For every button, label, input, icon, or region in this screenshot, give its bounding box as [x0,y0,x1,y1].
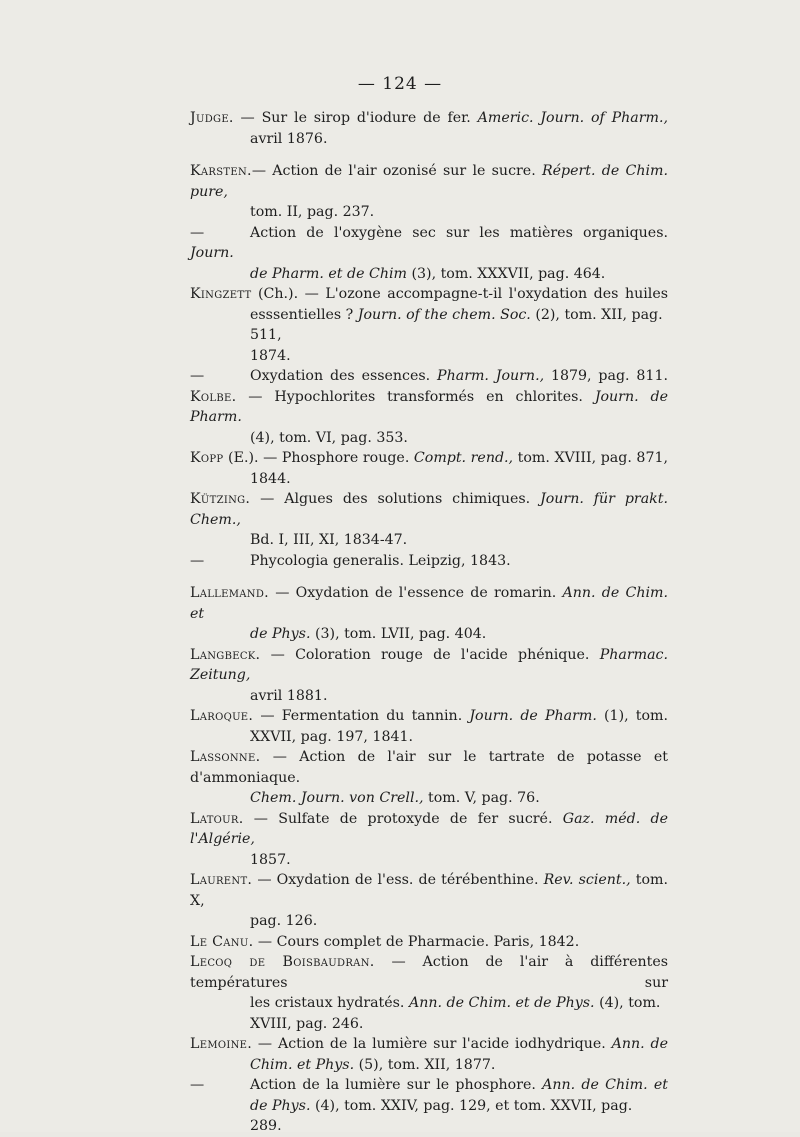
source-journal-cont: de Pharm. et de Chim [250,265,407,282]
entry-title: — Hypochlorites transformés en chlorites. [236,388,595,405]
source-journal: Répert. de Chim. pure, [190,163,668,200]
source-details-cont: XVIII, pag. 246. [250,1015,364,1032]
source-details-cont: avril 1881. [250,687,328,704]
source-journal-cont: de Phys. [250,1097,311,1114]
source-details-cont: (4), tom. XXIV, pag. 129, et tom. XXVII, pag. 289. [250,1097,633,1134]
bibliography-entry [190,108,668,149]
entry-title: — Coloration rouge de l'acide phénique. [260,646,600,663]
author-name: Laroque. [190,708,254,724]
bibliography-entry [190,932,668,953]
spacer [190,571,668,583]
author-name: Judge. [190,110,234,126]
repeat-author-dash: — [190,552,205,569]
bibliography-entry [190,223,668,285]
source-journal-cont: de Phys. [250,626,311,642]
source-details-cont: tom. V, pag. 76. [423,790,540,806]
source-details-cont: (3), tom. XXXVII, pag. 464. [406,265,606,282]
entry-title-cont: les cristaux hydratés. [250,995,409,1011]
bibliography-entry [190,1075,668,1137]
author-name: Lallemand. [190,585,269,601]
entry-title: — Cours complet de Pharmacie. Paris, 1842. [253,933,580,950]
entry-title: — Action de l'air à différentes températures sur [190,954,669,991]
entry-title: — Action de l'air ozonisé sur le sucre. [251,163,542,179]
bibliography-entry [190,489,668,551]
entry-title: — Sur le sirop d'iodure de fer. [233,110,478,126]
bibliography-entry [190,1034,668,1075]
entry-title: — Algues des solutions chimiques. [250,491,541,507]
source-journal-cont: Chem. Journ. von Crell., [250,790,424,806]
source-journal-cont: Chim. et Phys. [250,1056,355,1073]
bibliography-entry [190,284,668,366]
spacer [190,149,668,161]
source-journal: Ann. de [611,1036,668,1052]
source-details-cont: 1874. [250,347,291,364]
bibliography-entry [190,747,668,809]
source-details-cont: 1844. [250,470,291,487]
bibliography-entry [190,706,668,747]
source-journal: Americ. Journ. of Pharm., [477,110,668,126]
source-details: 1879, pag. 811. [544,368,668,384]
source-details-cont: (3), tom. LVII, pag. 404. [310,626,487,642]
entry-title: Action de l'oxygène sec sur les matières organiques. [250,224,668,241]
author-name: Lecoq de Boisbaudran. [190,954,375,970]
source-journal: Pharmac. Zeitung, [190,646,668,683]
author-name: Le Canu. [190,933,254,950]
entry-title: — Fermentation du tannin. [253,708,470,724]
repeat-author-dash: — [190,224,205,241]
entry-title: — Oxydation de l'ess. de térébenthine. [252,872,544,888]
entry-title-cont: esssentielles ? [250,306,358,323]
bibliography-entry [190,952,668,1034]
source-journal-cont: Ann. de Chim. et de Phys. [408,995,595,1011]
source-details: tom. X, [190,872,669,909]
entry-title: — Sulfate de protoxyde de fer sucré. [243,810,563,827]
author-name: Laurent. [190,872,253,888]
source-details-cont: Bd. I, III, XI, 1834-47. [250,532,408,548]
bibliography-entry [190,161,668,223]
entry-title: Oxydation des essences. [250,368,438,384]
bibliography-entry [190,387,668,449]
author-name: Kolbe. [190,388,237,405]
source-journal: Ann. de Chim. et [190,585,668,622]
author-name: Lemoine. [190,1036,253,1052]
bibliography-entry [190,448,668,489]
source-details-cont: avril 1876. [250,130,328,147]
source-details-cont: XXVII, pag. 197, 1841. [250,728,414,745]
source-journal-cont: Journ. of the chem. Soc. [357,306,531,323]
source-journal: Gaz. méd. de l'Algérie, [190,810,668,847]
source-journal: Pharm. Journ., [437,368,545,384]
author-name: Latour. [190,810,244,827]
source-journal: Journ. de Pharm. [190,388,668,425]
bibliography-entry [190,366,668,387]
entry-title: — Action de la lumière sur l'acide iodhydrique. [252,1036,612,1052]
author-name: Kopp [190,450,224,466]
entry-title: (Ch.). — L'ozone accompagne-t-il l'oxydation des huiles [251,286,668,302]
entry-title: (E.). — Phosphore rouge. [223,450,414,466]
author-name: Kingzett [190,286,252,302]
source-details-cont: tom. II, pag. 237. [250,204,375,220]
entry-title: Action de la lumière sur le phosphore. [250,1077,543,1093]
repeat-author-dash: — [190,1077,205,1093]
source-journal: Ann. de Chim. et [542,1077,668,1093]
author-name: Kützing. [190,491,251,507]
author-name: Lassonne. [190,749,261,765]
bibliography-list [190,108,668,1137]
author-name: Langbeck. [190,646,261,663]
source-details: (1), tom. [596,708,668,724]
author-name: Karsten. [190,163,252,179]
bibliography-entry [190,870,668,932]
bibliography-entry [190,583,668,645]
entry-title: — Oxydation de l'essence de romarin. [268,585,563,601]
source-details-cont: (4), tom. [594,995,661,1011]
source-journal: Journ. [190,245,234,261]
bibliography-entry [190,551,668,572]
bibliography-entry [190,809,668,871]
bibliography-entry [190,645,668,707]
page-number: — 124 — [357,74,443,94]
source-journal: Compt. rend., [413,450,514,466]
source-journal: Journ. für prakt. Chem., [190,491,668,528]
source-details-cont: (4), tom. VI, pag. 353. [250,429,408,446]
source-journal: Journ. de Pharm. [469,708,597,724]
source-details-cont: (5), tom. XII, 1877. [354,1056,496,1073]
source-details-cont: pag. 126. [250,913,318,929]
source-details-cont: 1857. [250,851,291,868]
source-details-cont: (2), tom. XII, pag. 511, [250,306,663,343]
repeat-author-dash: — [190,368,205,384]
entry-title: Phycologia generalis. Leipzig, 1843. [250,552,511,569]
source-details: tom. XVIII, pag. 871, [513,450,669,466]
source-journal: Rev. scient., [543,872,631,888]
entry-title: — Action de l'air sur le tartrate de potasse et d'ammoniaque. [190,749,668,786]
